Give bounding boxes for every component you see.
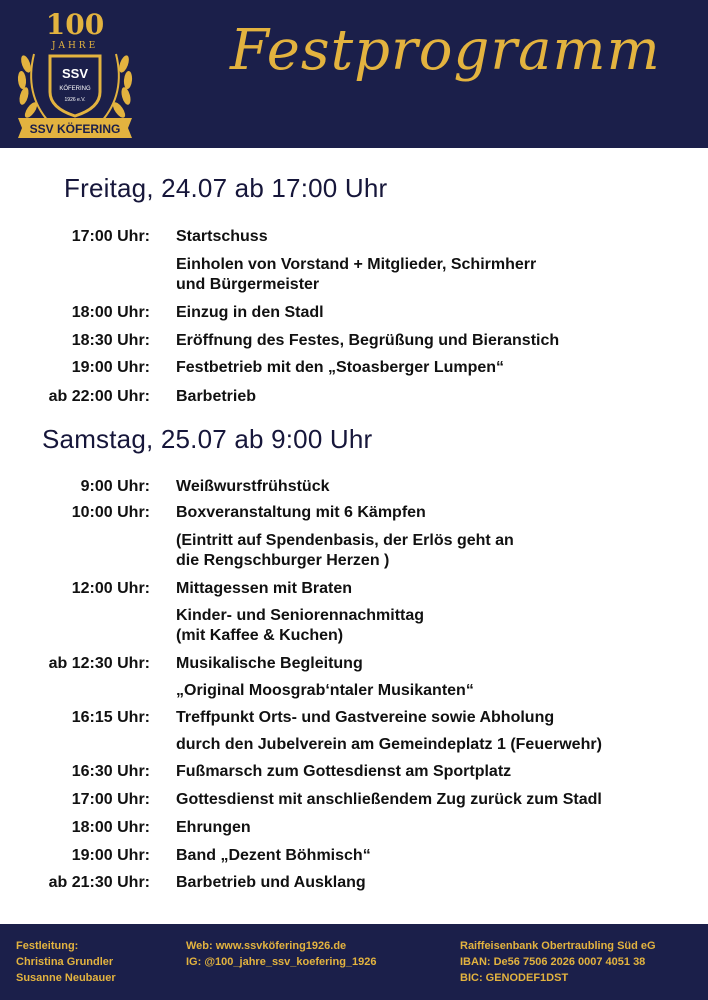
entry-description: „Original Moosgrab‘ntaler Musikanten“ bbox=[176, 682, 474, 699]
entry-time: 18:00 Uhr: bbox=[71, 304, 150, 321]
entry-description: Eröffnung des Festes, Begrüßung und Bieranstich bbox=[176, 332, 560, 349]
entry-description: Festbetrieb mit den „Stoasberger Lumpen“ bbox=[176, 359, 505, 376]
entry-time: 19:00 Uhr: bbox=[71, 847, 150, 864]
entry-time: 17:00 Uhr: bbox=[71, 228, 150, 245]
footer-instagram: IG: @100_jahre_ssv_koefering_1926 bbox=[186, 956, 377, 968]
entry-time: 18:00 Uhr: bbox=[71, 819, 150, 836]
footer-bic: BIC: GENODEF1DST bbox=[460, 972, 569, 984]
day-heading-friday: Freitag, 24.07 ab 17:00 Uhr bbox=[64, 173, 388, 203]
entry-time: 9:00 Uhr: bbox=[80, 478, 150, 495]
entry-description: (Eintritt auf Spendenbasis, der Erlös geht an die Rengschburger Herzen ) bbox=[176, 532, 514, 569]
entry-time: ab 21:30 Uhr: bbox=[48, 874, 150, 891]
entry-time: ab 22:00 Uhr: bbox=[48, 388, 150, 405]
footer-bank-name: Raiffeisenbank Obertraubling Süd eG bbox=[460, 940, 656, 952]
footer-organizer-name: Susanne Neubauer bbox=[16, 972, 116, 984]
day-heading-saturday: Samstag, 25.07 ab 9:00 Uhr bbox=[42, 424, 373, 454]
footer-banner bbox=[0, 924, 708, 1000]
entry-time: 18:30 Uhr: bbox=[71, 332, 150, 349]
entry-description: Ehrungen bbox=[176, 819, 251, 836]
footer-organizer-name: Christina Grundler bbox=[16, 956, 114, 968]
entry-description: Boxveranstaltung mit 6 Kämpfen bbox=[176, 504, 426, 521]
entry-time: ab 12:30 Uhr: bbox=[48, 655, 150, 672]
svg-text:KÖFERING: KÖFERING bbox=[59, 86, 91, 92]
entry-description: Barbetrieb und Ausklang bbox=[176, 874, 366, 891]
entry-description: Startschuss bbox=[176, 228, 268, 245]
svg-text:SSV: SSV bbox=[61, 66, 89, 81]
entry-time: 17:00 Uhr: bbox=[71, 791, 150, 808]
svg-text:JAHRE: JAHRE bbox=[51, 41, 99, 51]
entry-description: Einholen von Vorstand + Mitglieder, Schirmherr und Bürgermeister bbox=[176, 256, 537, 293]
entry-description: Kinder- und Seniorennachmittag (mit Kaffee & Kuchen) bbox=[176, 607, 425, 644]
footer-iban: IBAN: De56 7506 2026 0007 4051 38 bbox=[460, 956, 646, 968]
entry-description: Fußmarsch zum Gottesdienst am Sportplatz bbox=[176, 763, 512, 780]
svg-text:100: 100 bbox=[45, 8, 105, 41]
entry-description: Band „Dezent Böhmisch“ bbox=[176, 847, 371, 864]
footer-organizers-heading: Festleitung: bbox=[16, 940, 79, 952]
footer-website: Web: www.ssvköfering1926.de bbox=[186, 940, 347, 952]
entry-time: 10:00 Uhr: bbox=[71, 504, 150, 521]
entry-time: 16:30 Uhr: bbox=[71, 763, 150, 780]
header-banner bbox=[0, 0, 708, 148]
entry-description: Mittagessen mit Braten bbox=[176, 580, 353, 597]
entry-description: Einzug in den Stadl bbox=[176, 304, 324, 321]
svg-text:1926 e.V.: 1926 e.V. bbox=[64, 97, 86, 103]
footer-contact bbox=[186, 938, 377, 970]
footer-organizers bbox=[16, 938, 116, 986]
entry-description: Gottesdienst mit anschließendem Zug zurück zum Stadl bbox=[176, 791, 602, 808]
club-logo bbox=[4, 4, 146, 146]
entry-description: durch den Jubelverein am Gemeindeplatz 1 (Feuerwehr) bbox=[176, 736, 602, 753]
entry-description: Barbetrieb bbox=[176, 388, 257, 405]
entry-time: 19:00 Uhr: bbox=[71, 359, 150, 376]
entry-time: 16:15 Uhr: bbox=[71, 709, 150, 726]
entry-description: Weißwurstfrühstück bbox=[176, 478, 330, 495]
entry-description: Musikalische Begleitung bbox=[176, 655, 363, 672]
svg-text:SSV KÖFERING: SSV KÖFERING bbox=[29, 122, 121, 136]
entry-time: 12:00 Uhr: bbox=[71, 580, 150, 597]
footer-bank bbox=[460, 938, 656, 986]
page-title: Festprogramm bbox=[230, 18, 661, 83]
entry-description: Treffpunkt Orts- und Gastvereine sowie Abholung bbox=[176, 709, 555, 726]
